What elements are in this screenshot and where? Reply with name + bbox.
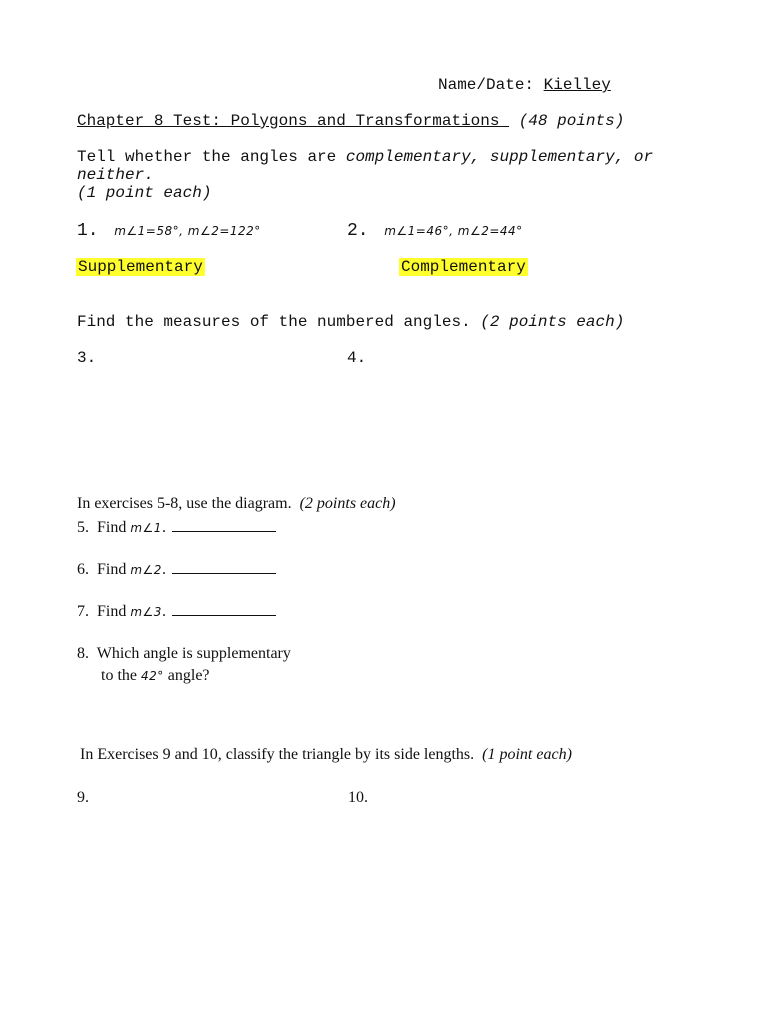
q8-line1: 8. Which angle is supplementary [77,645,291,662]
question-10: 10. [348,789,368,806]
q5-answer-blank[interactable] [172,517,276,532]
title-text: Chapter 8 Test: Polygons and Transformations [77,112,500,130]
section1-points: (1 point each) [77,184,212,202]
q6-label: 6. Find [77,561,131,578]
section2-instruction [77,313,624,331]
name-date-line [438,76,611,94]
section4-instruction-text: In Exercises 9 and 10, classify the triangle by its side lengths. [80,746,475,763]
q6-answer-blank[interactable] [172,559,276,574]
q8-line2-end: angle? [163,667,210,684]
section3-points: (2 points each) [299,495,396,512]
title-points: (48 points) [518,112,625,130]
student-name: Kielley [543,76,611,94]
q2-expression: m∠1=46°, m∠2=44° [384,224,523,238]
question-6: 6. Find m∠2. [77,559,276,579]
test-title [77,112,624,130]
q1-number: 1. [77,221,99,241]
q8-expression: 42° [141,669,164,683]
question-8 [77,643,291,687]
question-3: 3. [77,349,97,367]
section1-instruction [77,148,677,202]
q5-expression: m∠1 [130,521,162,535]
section1-instruction-text: Tell whether the angles are [77,148,346,166]
section3-instruction [77,495,396,513]
q6-expression: m∠2 [130,563,162,577]
q5-label: 5. Find [77,519,131,536]
section1-terms: complementary, supplementary, or neither. [77,148,654,184]
title-spacer [499,112,509,130]
q7-label: 7. Find [77,603,131,620]
q2-number: 2. [347,221,369,241]
section4-points: (1 point each) [482,746,572,763]
question-5: 5. Find m∠1. [77,517,276,537]
question-9: 9. [77,789,89,806]
question-7: 7. Find m∠3. [77,601,276,621]
question-2 [347,221,523,241]
q2-answer-highlight: Complementary [401,258,526,276]
question-1 [77,221,261,241]
q2-answer [399,258,528,276]
section2-instruction-text: Find the measures of the numbered angles. [77,313,471,331]
q1-expression: m∠1=58°, m∠2=122° [114,224,261,238]
question-4: 4. [347,349,367,367]
section4-instruction [80,746,572,764]
name-date-label: Name/Date: [438,76,535,94]
q8-line2-start: to the [101,667,141,684]
section2-points: (2 points each) [480,313,625,331]
q7-answer-blank[interactable] [172,601,276,616]
q1-answer [76,258,205,276]
q1-answer-highlight: Supplementary [78,258,203,276]
section3-instruction-text: In exercises 5-8, use the diagram. [77,495,292,512]
q7-expression: m∠3 [130,605,162,619]
